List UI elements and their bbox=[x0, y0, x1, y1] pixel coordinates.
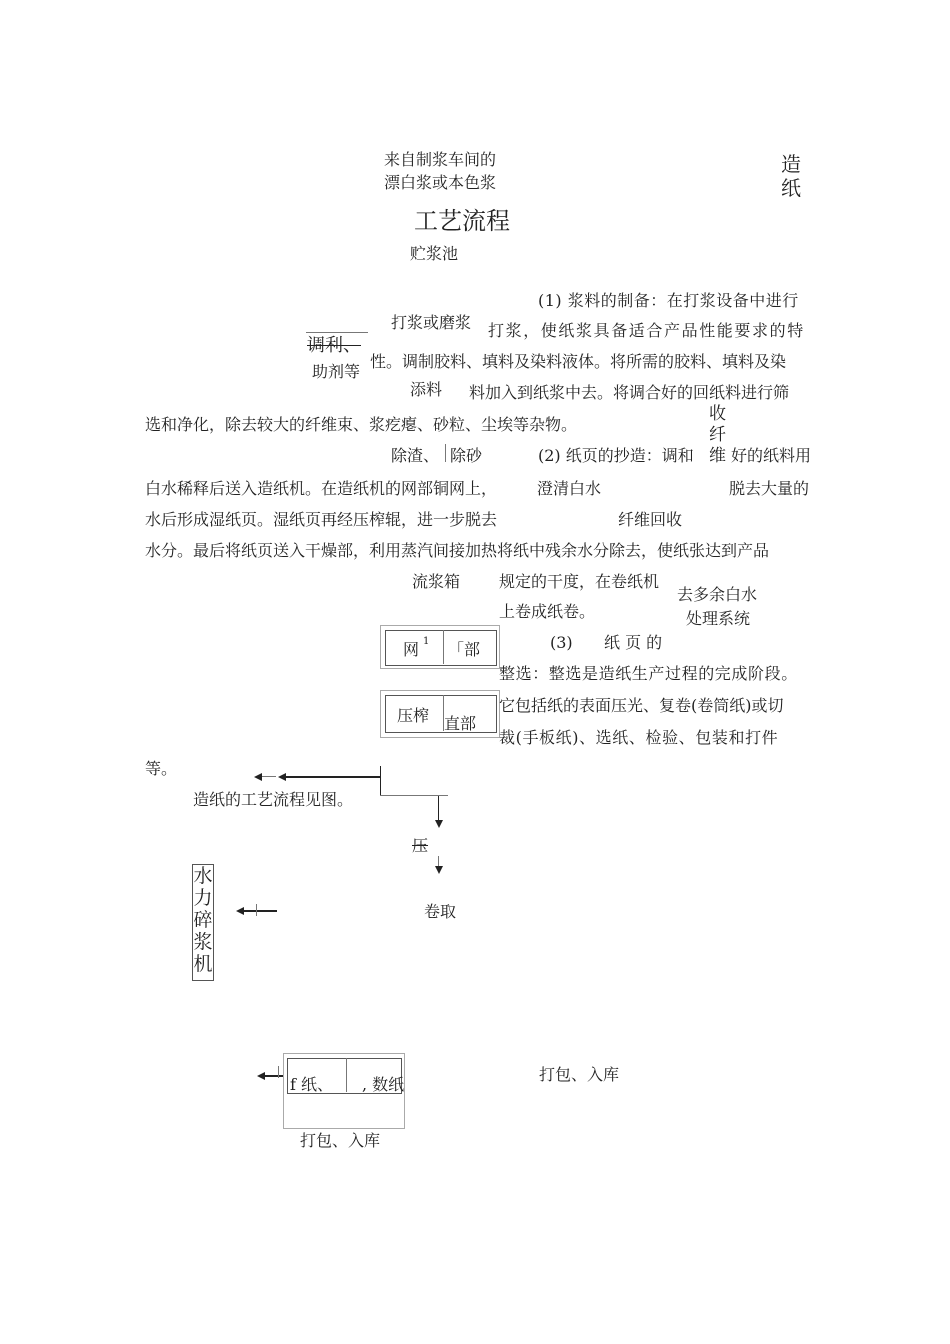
cut-label-2: , 数纸 bbox=[362, 1075, 405, 1094]
flow-arrow-left-1b bbox=[254, 773, 262, 781]
flow-line-v1 bbox=[380, 766, 381, 796]
cleaning-label: 除渣、 bbox=[391, 446, 440, 465]
p3-title: 纸 页 的 bbox=[604, 633, 663, 652]
cut-tick bbox=[278, 1066, 279, 1078]
excess-water-label: 去多余白水 bbox=[677, 585, 758, 604]
cut-arrow-line bbox=[264, 1075, 284, 1077]
p3-line2: 它包括纸的表面压光、复卷(卷筒纸)或切 bbox=[499, 696, 784, 715]
p2-line1: (2) 纸页的抄造：调和 bbox=[538, 446, 694, 465]
flow-line-v3 bbox=[438, 856, 439, 866]
p3-line1: 整选：整选是造纸生产过程的完成阶段。 bbox=[499, 664, 798, 683]
fiber-recovery-label: 纤维回收 bbox=[618, 510, 683, 529]
flow-line-h1 bbox=[284, 776, 381, 778]
reel-label: 卷取 bbox=[424, 902, 457, 921]
storage-label: 贮浆池 bbox=[410, 244, 459, 263]
p2-line5: 规定的干度，在卷纸机 bbox=[499, 572, 660, 591]
p1-line2: 打浆，使纸浆具备适合产品性能要求的特 bbox=[488, 321, 805, 340]
adding-label: 添料 bbox=[410, 380, 443, 399]
pulper-arrow bbox=[236, 907, 244, 915]
page-title: 工艺流程 bbox=[414, 207, 510, 235]
p3-end: 等。 bbox=[145, 759, 178, 778]
cleaning-label-2: 除砂 bbox=[450, 446, 483, 465]
flow-arrow-down-2 bbox=[435, 866, 443, 874]
source-label-2: 漂白浆或本色浆 bbox=[384, 173, 497, 192]
cut-divider bbox=[346, 1058, 347, 1092]
vertical-title: 造纸 bbox=[781, 152, 801, 200]
wire-label: 网 bbox=[403, 640, 420, 659]
additive-label: 调利、 bbox=[307, 335, 361, 356]
wire-label-2: 「部 bbox=[448, 640, 481, 659]
cut-arrow bbox=[257, 1072, 265, 1080]
press-label: 压榨 bbox=[397, 706, 430, 725]
pulper-arrow-line bbox=[243, 910, 277, 912]
source-label: 来自制浆车间的 bbox=[384, 150, 497, 169]
additive-label-2: 助剂等 bbox=[312, 362, 361, 381]
recover-fiber-label: 收纤维 bbox=[709, 404, 726, 466]
pulper-box: 水力碎浆机 bbox=[192, 864, 214, 981]
p1-line3: 性。调制胶料、填料及染料液体。将所需的胶料、填料及染 bbox=[370, 352, 787, 371]
pulper-tick bbox=[256, 904, 257, 916]
p3-line3: 裁(手板纸)、选纸、检验、包装和打件 bbox=[499, 728, 779, 747]
additive-bar bbox=[306, 332, 368, 333]
clear-water-label: 澄清白水 bbox=[537, 479, 602, 498]
p1-line4: 料加入到纸浆中去。将调合好的回纸料进行筛 bbox=[469, 383, 790, 402]
beating-label: 打浆或磨浆 bbox=[391, 313, 472, 332]
pack-label-bottom: 打包、入库 bbox=[300, 1131, 381, 1150]
wire-sup: 1 bbox=[423, 636, 430, 647]
press-label-2: 直部 bbox=[444, 714, 477, 733]
p2-line1b: 好的纸料用 bbox=[731, 446, 812, 465]
pack-label-right: 打包、入库 bbox=[539, 1065, 620, 1084]
p1-line5: 选和净化，除去较大的纤维束、浆疙瘪、砂粒、尘埃等杂物。 bbox=[145, 415, 578, 434]
p2-line6: 上卷成纸卷。 bbox=[499, 602, 596, 621]
flow-arrow-down-1 bbox=[435, 820, 443, 828]
cut-label: f 纸、 bbox=[290, 1075, 334, 1094]
wire-box bbox=[385, 630, 497, 666]
p3-label: (3) bbox=[550, 633, 573, 652]
caption: 造纸的工艺流程见图。 bbox=[193, 790, 354, 809]
flow-line-h1b bbox=[262, 776, 276, 777]
press-small-label: 压 bbox=[412, 836, 429, 855]
p1-line1: (1) 浆料的制备：在打浆设备中进行 bbox=[538, 291, 799, 310]
p2-line2: 白水稀释后送入造纸机。在造纸机的网部铜网上， bbox=[145, 479, 498, 498]
cleaning-divider bbox=[445, 444, 446, 462]
p2-line4: 水分。最后将纸页送入干燥部，利用蒸汽间接加热将纸中残余水分除去，使纸张达到产品 bbox=[145, 541, 770, 560]
flow-line-v2 bbox=[438, 796, 439, 820]
p2-line3: 水后形成湿纸页。湿纸页再经压榨辊，进一步脱去 bbox=[145, 510, 498, 529]
wire-divider bbox=[443, 630, 444, 664]
p2-line2b: 脱去大量的 bbox=[729, 479, 810, 498]
flow-arrow-left-1 bbox=[278, 773, 286, 781]
headbox-label: 流浆箱 bbox=[412, 572, 461, 591]
treatment-label: 处理系统 bbox=[686, 609, 751, 628]
